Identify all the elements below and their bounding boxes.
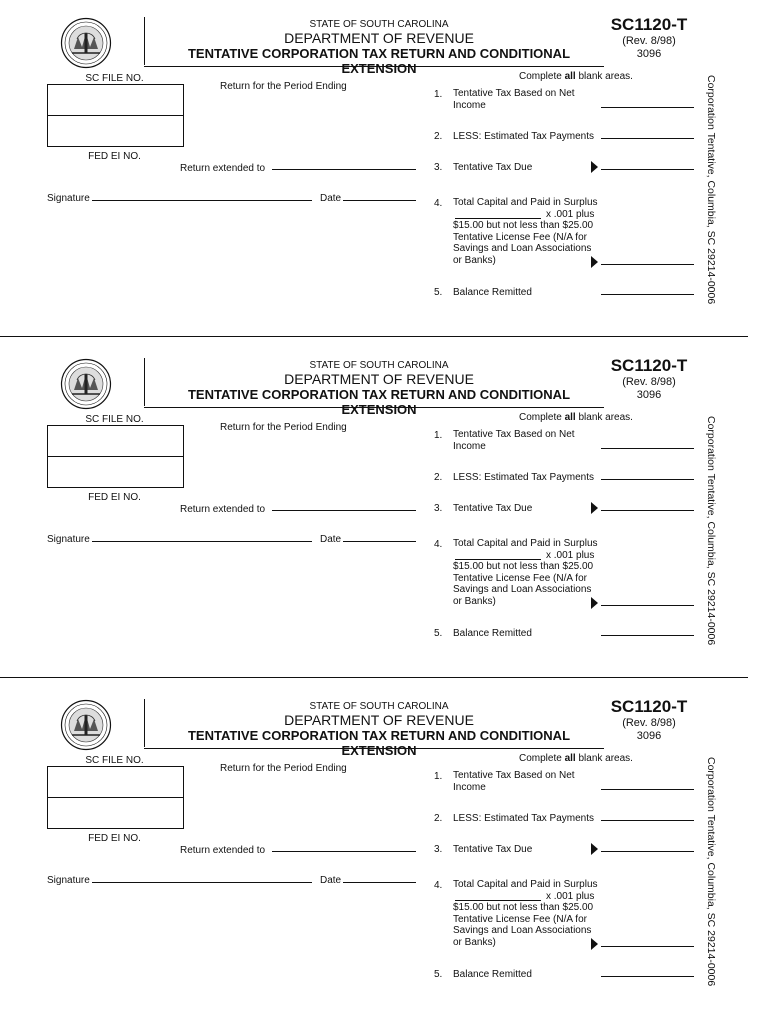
extended-to-field[interactable]: [272, 851, 416, 852]
form-number: SC1120-T: [610, 356, 688, 375]
item1-line: Income: [453, 781, 486, 793]
mailing-address: [703, 75, 717, 311]
item4-line: Tentative License Fee (N/A for: [453, 572, 587, 584]
date-field[interactable]: [343, 541, 416, 542]
signature-field[interactable]: [92, 541, 312, 542]
item4-field[interactable]: [601, 264, 694, 265]
item4-line: or Banks): [453, 595, 496, 607]
department-name: DEPARTMENT OF REVENUE: [284, 712, 474, 728]
item3-field[interactable]: [601, 510, 694, 511]
item5-field[interactable]: [601, 294, 694, 295]
item3-number: 3.: [434, 503, 443, 514]
state-name: STATE OF SOUTH CAROLINA: [309, 360, 449, 371]
sc-file-no-label: SC FILE NO.: [85, 73, 144, 84]
item4-line: Savings and Loan Associations: [453, 925, 592, 936]
item4-field[interactable]: [601, 605, 694, 606]
state-name: STATE OF SOUTH CAROLINA: [309, 701, 449, 712]
item3-field[interactable]: [601, 169, 694, 170]
item4-label: [453, 197, 603, 266]
item1-number: 1.: [434, 771, 443, 782]
form-title: TENTATIVE CORPORATION TAX RETURN AND CONDITIONAL EXTENSION: [187, 46, 571, 76]
signature-label: Signature: [47, 193, 90, 204]
header-divider: [144, 358, 145, 406]
state-seal-icon: [60, 699, 112, 751]
instruction-bold: all: [564, 71, 576, 82]
item4-line: or Banks): [453, 936, 496, 948]
signature-label: Signature: [47, 534, 90, 545]
item4-line: or Banks): [453, 254, 496, 266]
item4-multiplier-row: [453, 550, 603, 562]
item1-number: 1.: [434, 430, 443, 441]
date-field[interactable]: [343, 882, 416, 883]
item5-number: 5.: [434, 969, 443, 980]
capital-amount-field[interactable]: [455, 900, 541, 901]
item4-line: Tentative License Fee (N/A for: [453, 913, 587, 925]
signature-field[interactable]: [92, 882, 312, 883]
date-field[interactable]: [343, 200, 416, 201]
item4-line: $15.00 but not less than $25.00: [453, 561, 594, 572]
instructions: [519, 412, 633, 423]
form-code: 3096: [636, 389, 662, 401]
item4-line: $15.00 but not less than $25.00: [453, 220, 594, 231]
mailing-address-text: Corporation Tentative, Columbia, SC 29214-0006: [705, 75, 717, 305]
period-ending-label: Return for the Period Ending: [220, 422, 347, 433]
item1-label: [453, 88, 575, 111]
extended-to-field[interactable]: [272, 169, 416, 170]
item4-line: Savings and Loan Associations: [453, 584, 592, 595]
item2-number: 2.: [434, 472, 443, 483]
arrow-right-icon: [591, 843, 598, 855]
item1-number: 1.: [434, 89, 443, 100]
signature-field[interactable]: [92, 200, 312, 201]
item1-line: Income: [453, 440, 486, 452]
voucher-separator: [0, 677, 748, 678]
state-seal-icon: [60, 358, 112, 410]
state-seal-icon: [60, 17, 112, 69]
period-ending-label: Return for the Period Ending: [220, 81, 347, 92]
form-revision: (Rev. 8/98): [622, 717, 676, 729]
item4-number: 4.: [434, 198, 443, 209]
instruction-bold: all: [564, 753, 576, 764]
mailing-address-text: Corporation Tentative, Columbia, SC 29214-0006: [705, 416, 717, 646]
item2-label: LESS: Estimated Tax Payments: [453, 472, 594, 483]
item2-number: 2.: [434, 813, 443, 824]
item4-multiplier: x .001 plus: [546, 890, 595, 902]
date-label: Date: [320, 875, 342, 886]
item5-number: 5.: [434, 287, 443, 298]
instruction-pre: Complete: [519, 753, 565, 764]
header-divider: [144, 17, 145, 65]
item5-field[interactable]: [601, 976, 694, 977]
item5-number: 5.: [434, 628, 443, 639]
sc-file-no-field[interactable]: [47, 766, 184, 798]
item5-label: Balance Remitted: [453, 628, 532, 639]
date-label: Date: [320, 534, 342, 545]
item1-field[interactable]: [601, 448, 694, 449]
item4-multiplier: x .001 plus: [546, 549, 595, 561]
item2-label: LESS: Estimated Tax Payments: [453, 131, 594, 142]
fed-ei-no-label: FED EI NO.: [88, 492, 141, 503]
arrow-right-icon: [591, 256, 598, 268]
item5-label: Balance Remitted: [453, 969, 532, 980]
item3-label: Tentative Tax Due: [453, 844, 533, 855]
item4-multiplier-row: [453, 891, 603, 903]
instruction-pre: Complete: [519, 412, 565, 423]
item4-number: 4.: [434, 539, 443, 550]
mailing-address: [703, 416, 717, 652]
item3-label: Tentative Tax Due: [453, 162, 533, 173]
item1-line: Income: [453, 99, 486, 111]
item2-field[interactable]: [601, 138, 694, 139]
sc-file-no-field[interactable]: [47, 84, 184, 116]
department-name: DEPARTMENT OF REVENUE: [284, 371, 474, 387]
item4-number: 4.: [434, 880, 443, 891]
form-title: TENTATIVE CORPORATION TAX RETURN AND CONDITIONAL EXTENSION: [187, 728, 571, 758]
instruction-post: blank areas.: [575, 71, 633, 82]
fed-ei-no-field[interactable]: [47, 115, 184, 147]
extended-to-field[interactable]: [272, 510, 416, 511]
instruction-pre: Complete: [519, 71, 565, 82]
item1-line: Tentative Tax Based on Net: [453, 429, 575, 440]
item5-label: Balance Remitted: [453, 287, 532, 298]
sc-file-no-field[interactable]: [47, 425, 184, 457]
capital-amount-field[interactable]: [455, 218, 541, 219]
sc-file-no-label: SC FILE NO.: [85, 755, 144, 766]
item4-line: Tentative License Fee (N/A for: [453, 231, 587, 243]
item3-field[interactable]: [601, 851, 694, 852]
arrow-right-icon: [591, 161, 598, 173]
item1-line: Tentative Tax Based on Net: [453, 88, 575, 99]
state-name: STATE OF SOUTH CAROLINA: [309, 19, 449, 30]
mailing-address: [703, 757, 717, 993]
form-revision: (Rev. 8/98): [622, 376, 676, 388]
item4-line: $15.00 but not less than $25.00: [453, 902, 594, 913]
item2-field[interactable]: [601, 820, 694, 821]
item1-label: [453, 770, 575, 793]
extended-to-label: Return extended to: [180, 163, 266, 174]
item4-line: Total Capital and Paid in Surplus: [453, 538, 598, 549]
form-number: SC1120-T: [610, 15, 688, 34]
instruction-post: blank areas.: [575, 753, 633, 764]
item1-label: [453, 429, 575, 452]
form-revision: (Rev. 8/98): [622, 35, 676, 47]
mailing-address-text: Corporation Tentative, Columbia, SC 29214-0006: [705, 757, 717, 987]
extended-to-label: Return extended to: [180, 845, 266, 856]
item2-label: LESS: Estimated Tax Payments: [453, 813, 594, 824]
item4-label: [453, 879, 603, 948]
item1-field[interactable]: [601, 789, 694, 790]
header-divider: [144, 699, 145, 747]
fed-ei-no-field[interactable]: [47, 456, 184, 488]
arrow-right-icon: [591, 502, 598, 514]
item4-label: [453, 538, 603, 607]
extended-to-label: Return extended to: [180, 504, 266, 515]
fed-ei-no-label: FED EI NO.: [88, 833, 141, 844]
form-code: 3096: [636, 48, 662, 60]
item5-field[interactable]: [601, 635, 694, 636]
voucher-3: [0, 687, 770, 1017]
arrow-right-icon: [591, 938, 598, 950]
period-ending-label: Return for the Period Ending: [220, 763, 347, 774]
item1-line: Tentative Tax Based on Net: [453, 770, 575, 781]
item3-number: 3.: [434, 162, 443, 173]
signature-label: Signature: [47, 875, 90, 886]
item4-multiplier: x .001 plus: [546, 208, 595, 220]
fed-ei-no-field[interactable]: [47, 797, 184, 829]
voucher-2: [0, 346, 770, 676]
date-label: Date: [320, 193, 342, 204]
voucher-1: [0, 5, 770, 335]
department-name: DEPARTMENT OF REVENUE: [284, 30, 474, 46]
fed-ei-no-label: FED EI NO.: [88, 151, 141, 162]
arrow-right-icon: [591, 597, 598, 609]
item2-number: 2.: [434, 131, 443, 142]
instructions: [519, 753, 633, 764]
item4-multiplier-row: [453, 209, 603, 221]
voucher-separator: [0, 336, 748, 337]
item3-number: 3.: [434, 844, 443, 855]
instruction-bold: all: [564, 412, 576, 423]
capital-amount-field[interactable]: [455, 559, 541, 560]
form-number: SC1120-T: [610, 697, 688, 716]
item4-field[interactable]: [601, 946, 694, 947]
item4-line: Total Capital and Paid in Surplus: [453, 879, 598, 890]
item4-line: Savings and Loan Associations: [453, 243, 592, 254]
item4-line: Total Capital and Paid in Surplus: [453, 197, 598, 208]
instruction-post: blank areas.: [575, 412, 633, 423]
item1-field[interactable]: [601, 107, 694, 108]
item3-label: Tentative Tax Due: [453, 503, 533, 514]
sc-file-no-label: SC FILE NO.: [85, 414, 144, 425]
form-title: TENTATIVE CORPORATION TAX RETURN AND CONDITIONAL EXTENSION: [187, 387, 571, 417]
instructions: [519, 71, 633, 82]
form-code: 3096: [636, 730, 662, 742]
item2-field[interactable]: [601, 479, 694, 480]
